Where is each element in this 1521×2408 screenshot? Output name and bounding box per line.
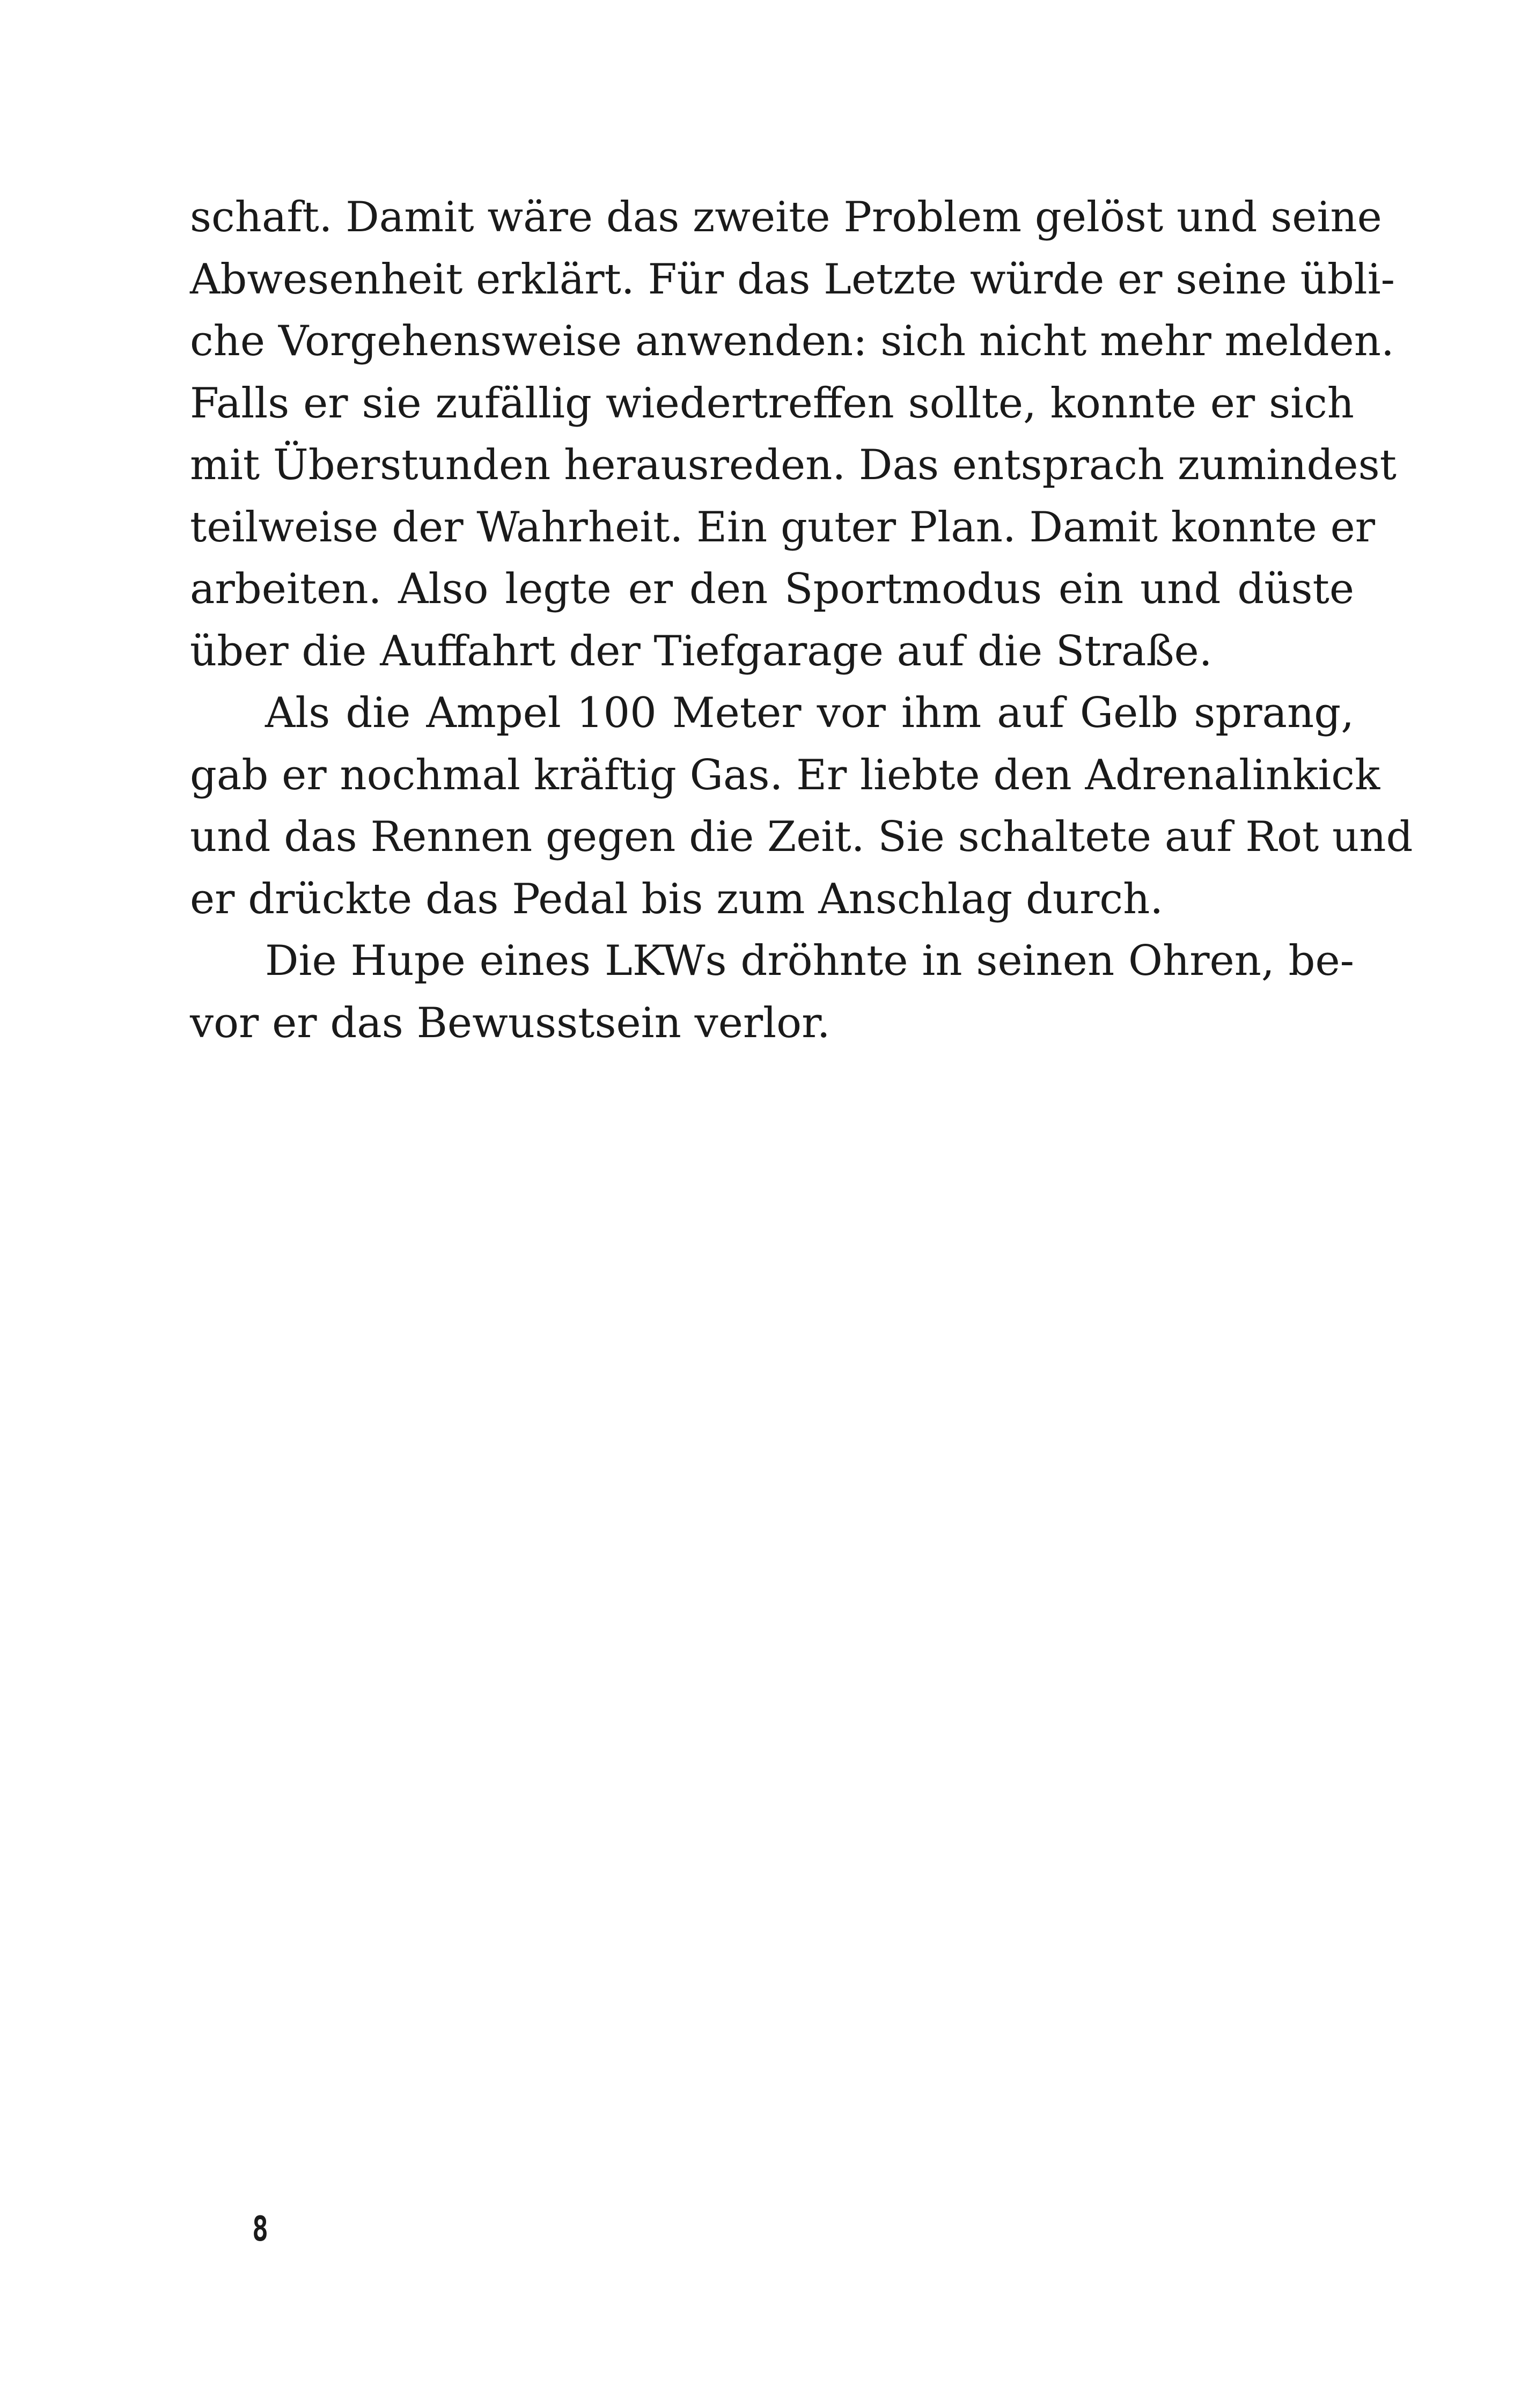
page-number: 8 <box>252 2209 269 2249</box>
text-line: über die Auffahrt der Tiefgarage auf die Straße. <box>190 627 1213 676</box>
text-line: mit Überstunden herausreden. Das entsprach zumindest <box>190 441 1397 489</box>
text-line: Falls er sie zufällig wiedertreffen sollte, konnte er sich <box>190 379 1354 428</box>
text-line: schaft. Damit wäre das zweite Problem gelöst und seine <box>190 193 1382 241</box>
text-line: Abwesenheit erklärt. Für das Letzte würde er seine übli- <box>190 255 1395 304</box>
text-line: vor er das Bewusstsein verlor. <box>190 999 831 1047</box>
text-line: arbeiten. Also legte er den Sportmodus ein und düste <box>190 565 1354 613</box>
text-line: teilweise der Wahrheit. Ein guter Plan. Damit konnte er <box>190 503 1376 552</box>
text-line: und das Rennen gegen die Zeit. Sie schaltete auf Rot und <box>190 813 1413 861</box>
text-line: Als die Ampel 100 Meter vor ihm auf Gelb sprang, <box>265 689 1354 737</box>
text-line: gab er nochmal kräftig Gas. Er liebte den Adrenalinkick <box>190 751 1380 799</box>
body-text <box>190 187 1413 1054</box>
text-line: Die Hupe eines LKWs dröhnte in seinen Ohren, be- <box>265 937 1354 985</box>
text-line: er drückte das Pedal bis zum Anschlag durch. <box>190 875 1164 923</box>
text-line: che Vorgehensweise anwenden: sich nicht mehr melden. <box>190 317 1394 365</box>
